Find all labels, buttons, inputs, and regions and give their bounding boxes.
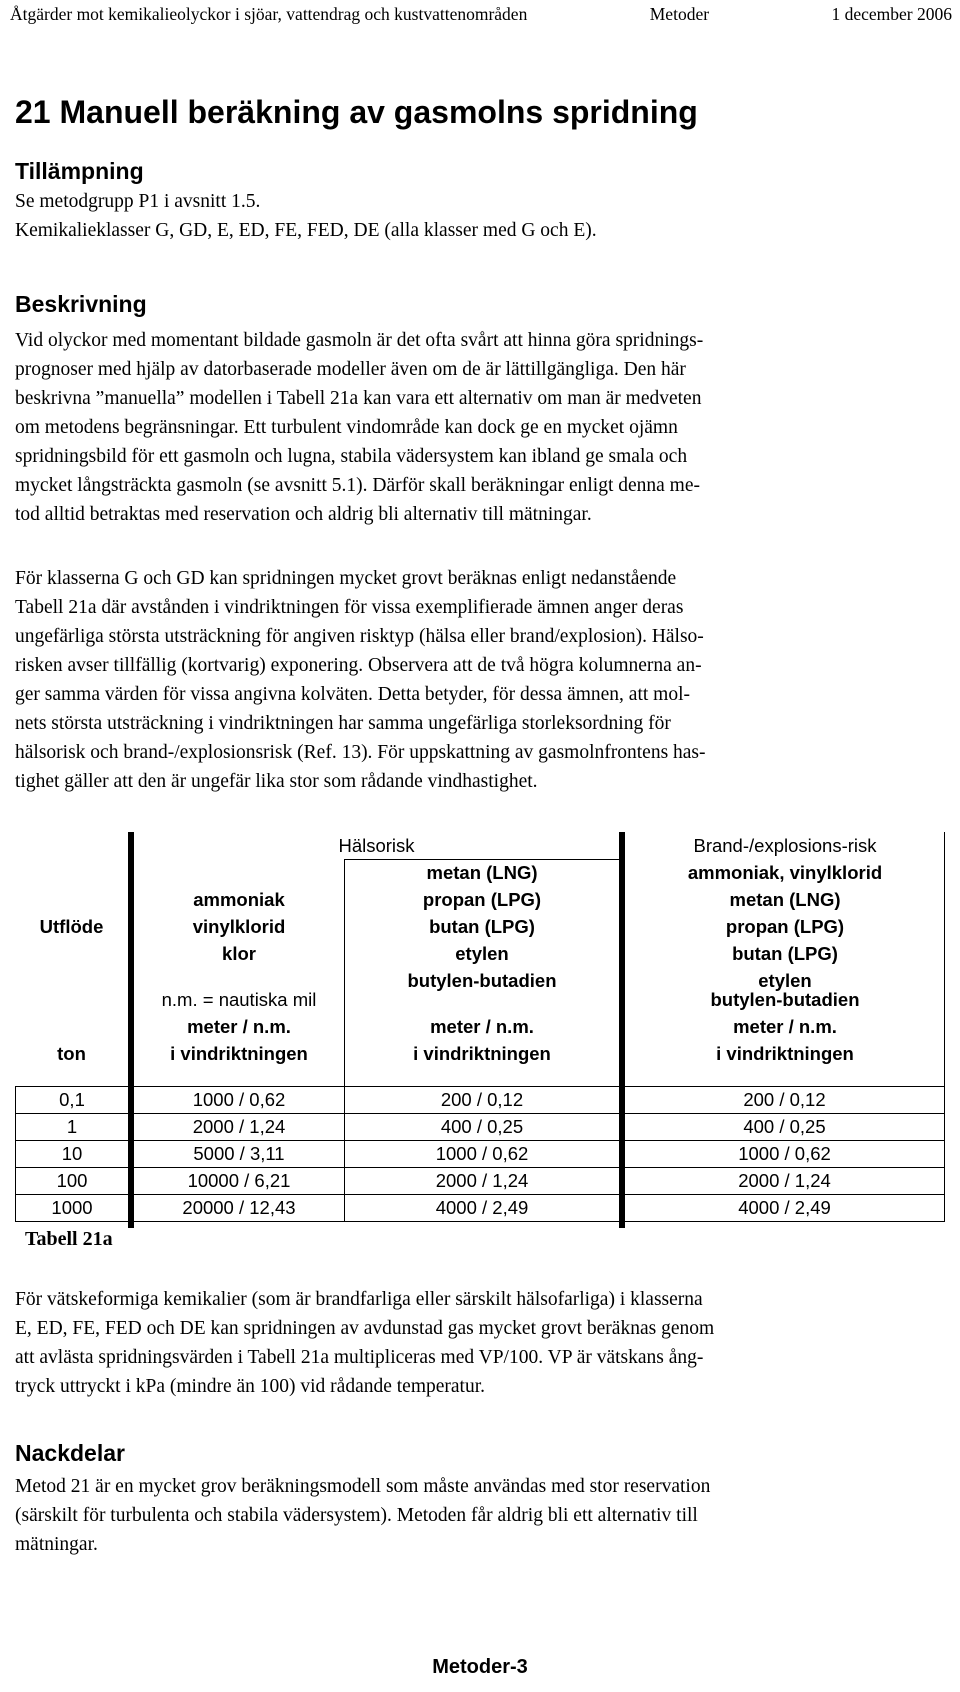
text-line: Metod 21 är en mycket grov beräkningsmodell som måste användas med stor reservation	[15, 1476, 711, 1497]
table-cell-fire: 1000 / 0,62	[738, 1143, 831, 1164]
col3-substance: butan (LPG)	[429, 916, 535, 937]
text-line: tod alltid betraktas med reservation och aldrig bli alternativ till mätningar.	[15, 504, 592, 525]
text-line: För vätskeformiga kemikalier (som är brandfarliga eller särskilt hälsofarliga) i klasserna	[15, 1289, 703, 1310]
text-line: Tabell 21a där avstånden i vindriktningen för vissa exemplifierade ämnen anger deras	[15, 597, 684, 618]
col4-substance: butylen-butadien	[710, 989, 860, 1010]
table-cell-fire: 2000 / 1,24	[738, 1170, 831, 1191]
group-header-fire: Brand-/explosions-risk	[693, 835, 877, 856]
header-document-title: Åtgärder mot kemikalieolyckor i sjöar, vattendrag och kustvattenområden	[10, 4, 528, 24]
text-line: nets största utsträckning i vindriktningen har samma ungefärliga storleksordning för	[15, 713, 671, 734]
beskrivning-paragraph-1	[15, 326, 945, 529]
vatskeformiga-paragraph	[15, 1285, 945, 1401]
table-cell-health-2: 4000 / 2,49	[435, 1197, 529, 1218]
table-cell-fire: 4000 / 2,49	[738, 1197, 831, 1218]
header-date: 1 december 2006	[831, 4, 952, 24]
table-cell-outflow: 1	[66, 1116, 78, 1137]
col2-substance: ammoniak	[193, 889, 285, 910]
heading-nackdelar: Nackdelar	[15, 1440, 125, 1466]
text-line: E, ED, FE, FED och DE kan spridningen av avdunstad gas mycket grovt beräknas genom	[15, 1318, 715, 1339]
table-cell-health-1: 1000 / 0,62	[192, 1089, 286, 1110]
text-line: prognoser med hjälp av datorbaserade modeller även om de är lättillgängliga. Den här	[15, 359, 686, 380]
col3-substance: propan (LPG)	[422, 889, 542, 910]
col2-unit-line-2: i vindriktningen	[170, 1043, 308, 1064]
table-cell-fire: 400 / 0,25	[743, 1116, 826, 1137]
text-line: tighet gäller att den är ungefär lika stor som rådande vindhastighet.	[15, 771, 538, 792]
table-cell-health-2: 2000 / 1,24	[435, 1170, 529, 1191]
text-line: beskrivna ”manuella” modellen i Tabell 21a kan vara ett alternativ om man är medveten	[15, 388, 702, 409]
col2-substance: vinylklorid	[192, 916, 286, 937]
text-line: risken avser tillfällig (kortvarig) exponering. Observera att de två högra kolumnerna an-	[15, 655, 702, 676]
heading-tillampning: Tillämpning	[15, 158, 144, 184]
dispersion-table	[15, 832, 945, 1228]
text-line: ungefärliga största utsträckning för angiven risktyp (hälsa eller brand/explosion). Hälso-	[15, 626, 704, 647]
table-cell-health-1: 2000 / 1,24	[192, 1116, 286, 1137]
table-cell-outflow: 0,1	[59, 1089, 85, 1110]
text-line: att avlästa spridningsvärden i Tabell 21a multipliceras med VP/100. VP är vätskans ång-	[15, 1347, 704, 1368]
text-line: tryck uttryckt i kPa (mindre än 100) vid rådande temperatur.	[15, 1376, 486, 1397]
table-cell-health-1: 20000 / 12,43	[182, 1197, 296, 1218]
table-cell-health-2: 200 / 0,12	[440, 1089, 524, 1110]
text-line: För klasserna G och GD kan spridningen mycket grovt beräknas enligt nedanstående	[15, 568, 677, 589]
table-cell-health-1: 10000 / 6,21	[187, 1170, 291, 1191]
beskrivning-paragraph-2	[15, 564, 945, 796]
heading-beskrivning: Beskrivning	[15, 291, 147, 317]
chapter-title: 21 Manuell beräkning av gasmolns spridning	[15, 94, 698, 130]
col4-substance: metan (LNG)	[729, 889, 841, 910]
table-cell-fire: 200 / 0,12	[743, 1089, 826, 1110]
tillampning-line-2: Kemikalieklasser G, GD, E, ED, FE, FED, DE (alla klasser med G och E).	[15, 220, 597, 241]
table-cell-health-2: 400 / 0,25	[440, 1116, 524, 1137]
group-header-health: Hälsorisk	[338, 835, 415, 856]
col3-substance: etylen	[455, 943, 509, 964]
col3-substance: butylen-butadien	[407, 970, 557, 991]
col-unit-ton: ton	[57, 1043, 86, 1064]
table-cell-outflow: 100	[56, 1170, 88, 1191]
tillampning-line-1: Se metodgrupp P1 i avsnitt 1.5.	[15, 191, 261, 212]
text-line: (särskilt för turbulenta och stabila vädersystem). Metoden får aldrig bli ett alternativ till	[15, 1505, 698, 1526]
col2-unit-line-1: meter / n.m.	[187, 1016, 291, 1037]
nackdelar-paragraph	[15, 1472, 945, 1559]
text-line: Vid olyckor med momentant bildade gasmoln är det ofta svårt att hinna göra spridnings-	[15, 330, 704, 351]
page-number: Metoder-3	[432, 1656, 528, 1678]
col2-substance: klor	[222, 943, 256, 964]
table-cell-outflow: 1000	[51, 1197, 93, 1218]
col3-unit-line-2: i vindriktningen	[413, 1043, 551, 1064]
table-cell-outflow: 10	[61, 1143, 83, 1164]
header-section: Metoder	[649, 4, 710, 24]
col4-unit-line-1: meter / n.m.	[733, 1016, 837, 1037]
table-cell-health-2: 1000 / 0,62	[435, 1143, 529, 1164]
text-line: mätningar.	[15, 1534, 98, 1555]
col3-substance: metan (LNG)	[426, 862, 538, 883]
col4-substance: butan (LPG)	[732, 943, 838, 964]
col4-unit-line-2: i vindriktningen	[716, 1043, 854, 1064]
col-header-utflode: Utflöde	[39, 916, 104, 937]
col4-substance: propan (LPG)	[725, 916, 845, 937]
col4-substance: etylen	[758, 970, 812, 991]
col3-unit-line-1: meter / n.m.	[430, 1016, 534, 1037]
col4-substance: ammoniak, vinylklorid	[687, 862, 883, 883]
col2-note: n.m. = nautiska mil	[161, 989, 317, 1010]
text-line: hälsorisk och brand-/explosionsrisk (Ref. 13). För uppskattning av gasmolnfrontens has-	[15, 742, 706, 763]
table-rule	[15, 1221, 945, 1222]
text-line: spridningsbild för ett gasmoln och lugna, stabila vädersystem kan ibland ge smala och	[15, 446, 688, 467]
table-cell-health-1: 5000 / 3,11	[193, 1143, 285, 1164]
text-line: mycket långsträckta gasmoln (se avsnitt 5.1). Därför skall beräkningar enligt denna me-	[15, 475, 700, 496]
text-line: om metodens begränsningar. Ett turbulent vindområde kan dock ge en mycket ojämn	[15, 417, 678, 438]
text-line: ger samma värden för vissa angivna kolväten. Detta betyder, för dessa ämnen, att mol-	[15, 684, 690, 705]
table-caption: Tabell 21a	[25, 1228, 113, 1250]
running-header	[10, 4, 952, 28]
